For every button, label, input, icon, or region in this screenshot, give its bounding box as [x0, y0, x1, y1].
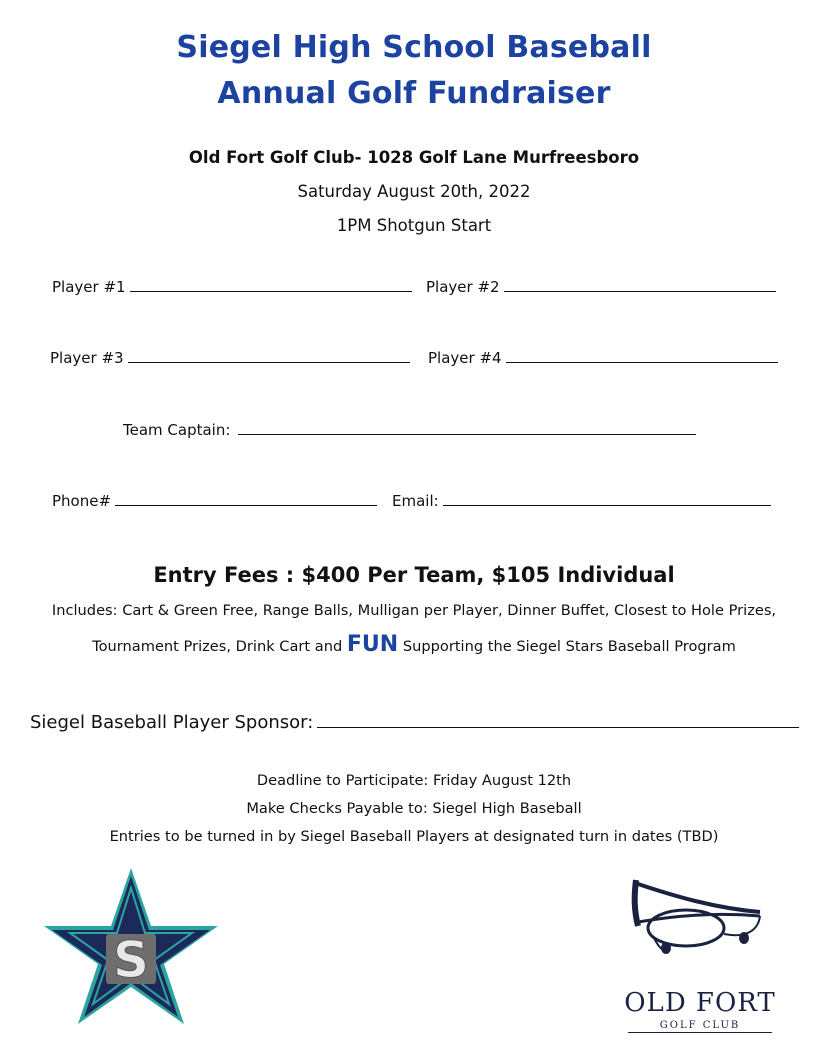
sponsor-field[interactable] — [30, 710, 799, 733]
includes-line-1: Includes: Cart & Green Free, Range Balls, Mulligan per Player, Dinner Buffet, Closest to Hole Prizes, — [51, 602, 777, 619]
includes-line-2-pre: Tournament Prizes, Drink Cart and — [92, 638, 343, 655]
player2-line[interactable] — [504, 277, 776, 292]
player3-field[interactable] — [50, 348, 410, 367]
player1-line[interactable] — [130, 277, 412, 292]
fun-highlight: FUN — [346, 632, 399, 657]
phone-label: Phone# — [52, 492, 112, 510]
oldfort-name: OLD FORT — [624, 988, 776, 1018]
captain-field[interactable] — [123, 420, 696, 439]
sponsor-label: Siegel Baseball Player Sponsor: — [30, 712, 314, 733]
player1-field[interactable] — [52, 277, 412, 296]
email-line[interactable] — [443, 491, 771, 506]
deadline-text: Deadline to Participate: Friday August 12th — [256, 772, 572, 789]
start-time: 1PM Shotgun Start — [336, 216, 492, 235]
captain-line[interactable] — [238, 420, 696, 435]
title-line-1: Siegel High School Baseball — [176, 30, 652, 65]
captain-label: Team Captain: — [123, 421, 231, 439]
phone-field[interactable] — [52, 491, 377, 510]
sponsor-line[interactable] — [317, 710, 799, 728]
bugle-icon — [624, 876, 774, 956]
player3-line[interactable] — [128, 348, 410, 363]
phone-line[interactable] — [115, 491, 377, 506]
player4-line[interactable] — [506, 348, 778, 363]
email-label: Email: — [392, 492, 439, 510]
includes-line-2-post: Supporting the Siegel Stars Baseball Program — [402, 638, 736, 655]
oldfort-underline — [628, 1032, 772, 1033]
player2-field[interactable] — [426, 277, 776, 296]
entry-fees-heading: Entry Fees : $400 Per Team, $105 Individual — [153, 563, 675, 587]
email-field[interactable] — [392, 491, 771, 510]
includes-line-2 — [0, 632, 828, 657]
entries-text: Entries to be turned in by Siegel Baseball Players at designated turn in dates (TBD) — [109, 828, 719, 845]
star-letter: S — [112, 931, 150, 989]
venue-address: Old Fort Golf Club- 1028 Golf Lane Murfreesboro — [188, 148, 640, 167]
event-date: Saturday August 20th, 2022 — [297, 182, 531, 201]
title-line-2: Annual Golf Fundraiser — [217, 76, 611, 111]
player4-field[interactable] — [428, 348, 778, 367]
player2-label: Player #2 — [426, 278, 500, 296]
player4-label: Player #4 — [428, 349, 502, 367]
player1-label: Player #1 — [52, 278, 126, 296]
oldfort-sub: GOLF CLUB — [659, 1020, 741, 1031]
player3-label: Player #3 — [50, 349, 124, 367]
checks-text: Make Checks Payable to: Siegel High Baseball — [246, 800, 582, 817]
siegel-star-logo — [42, 866, 220, 1028]
